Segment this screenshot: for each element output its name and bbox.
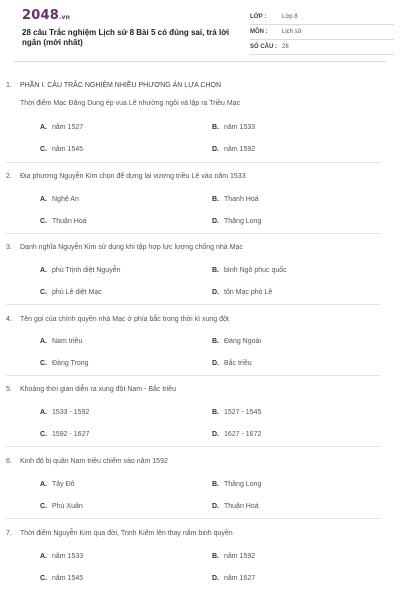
option-b[interactable]: B. Đàng Ngoài [212,338,261,345]
option-d[interactable]: D. năm 1627 [212,575,256,582]
option-a[interactable]: A. phù Trịnh diệt Nguyễn [40,267,121,274]
option-a[interactable]: A. năm 1533 [40,553,84,560]
option-d[interactable]: D. tôn Mạc phò Lê [212,289,273,296]
option-c[interactable]: C. năm 1545 [40,146,84,153]
option-a[interactable]: A. năm 1527 [40,124,84,131]
meta-value: Lớp 8 [282,14,298,20]
option-c[interactable]: C. Đàng Trong [40,360,89,367]
site-logo[interactable] [22,8,70,23]
option-b[interactable]: B. Thanh Hoá [212,196,259,203]
option-b[interactable]: B. Thăng Long [212,481,262,488]
option-a[interactable]: A. Nghệ An [40,196,79,203]
question-3 [6,244,380,304]
question-number: 7. [6,530,12,537]
question-divider [6,233,380,234]
option-a[interactable]: A. Tây Đô [40,481,75,488]
option-b[interactable]: B. năm 1592 [212,553,256,560]
meta-value: 28 [282,44,289,50]
question-number: 3. [6,244,12,251]
question-divider [6,446,380,447]
question-7 [6,530,380,590]
question-text: Tên gọi của chính quyền nhà Mạc ở phía bắc trong thời kì xung đột [20,316,229,323]
option-c[interactable]: C. Thuận Hoá [40,218,87,225]
question-2 [6,173,380,233]
option-c[interactable]: C. 1592 - 1627 [40,431,90,438]
question-text: Thời điểm Mạc Đăng Dung ép vua Lê nhường ngôi và lập ra Triều Mạc [20,100,241,107]
question-5 [6,386,380,446]
option-b[interactable]: B. bình Ngô phục quốc [212,267,287,274]
question-4 [6,316,380,376]
meta-key: LỚP : [250,14,267,20]
question-divider [6,162,380,163]
meta-row-subject [250,25,394,40]
option-a[interactable]: A. 1533 - 1592 [40,409,90,416]
option-a[interactable]: A. Nam triều [40,338,83,345]
question-text: Kinh đô bị quân Nam triều chiếm vào năm 1592 [20,458,168,465]
question-text: Địa phương Nguyễn Kim chọn để dựng lại vương triều Lê vào năm 1533 [20,173,246,180]
question-text: Thời điểm Nguyễn Kim qua đời, Trịnh Kiểm lên thay nắm binh quyền [20,530,233,537]
meta-value: Lịch sử [282,29,302,35]
question-6 [6,458,380,518]
document-meta [250,10,394,55]
option-d[interactable]: D. Thuận Hoá [212,503,259,510]
meta-key: SỐ CÂU : [250,44,277,50]
question-divider [6,375,380,376]
option-b[interactable]: B. 1527 - 1545 [212,409,262,416]
option-d[interactable]: D. năm 1592 [212,146,256,153]
section-title: PHẦN I. CÂU TRẮC NGHIỆM NHIỀU PHƯƠNG ÁN LỰA CHỌN [20,82,222,89]
question-text: Khoảng thời gian diễn ra xung đột Nam - Bắc triều [20,386,176,393]
meta-row-class [250,10,394,25]
option-d[interactable]: D. Bắc triều [212,360,252,367]
option-d[interactable]: D. 1627 - 1672 [212,431,262,438]
logo-suffix: .vn [58,14,71,21]
logo-text: 2048 [22,8,59,23]
question-text: Danh nghĩa Nguyễn Kim sử dụng khi tập hợp lực lượng chống nhà Mạc [20,244,243,251]
question-divider [6,304,380,305]
document-header [14,0,386,62]
option-c[interactable]: C. phù Lê diệt Mạc [40,289,102,296]
question-number: 5. [6,386,12,393]
option-c[interactable]: C. Phú Xuân [40,503,83,510]
question-number: 2. [6,173,12,180]
option-c[interactable]: C. năm 1545 [40,575,84,582]
question-1 [6,82,380,162]
question-number: 1. [6,82,12,89]
question-divider [6,518,380,519]
meta-key: MÔN : [250,29,268,35]
option-b[interactable]: B. năm 1533 [212,124,256,131]
option-d[interactable]: D. Thăng Long [212,218,262,225]
question-number: 4. [6,316,12,323]
meta-row-question-count [250,40,394,55]
document-title: 28 câu Trắc nghiệm Lịch sử 8 Bài 5 có đúng sai, trả lời ngắn (mới nhất) [22,28,230,47]
question-number: 6. [6,458,12,465]
